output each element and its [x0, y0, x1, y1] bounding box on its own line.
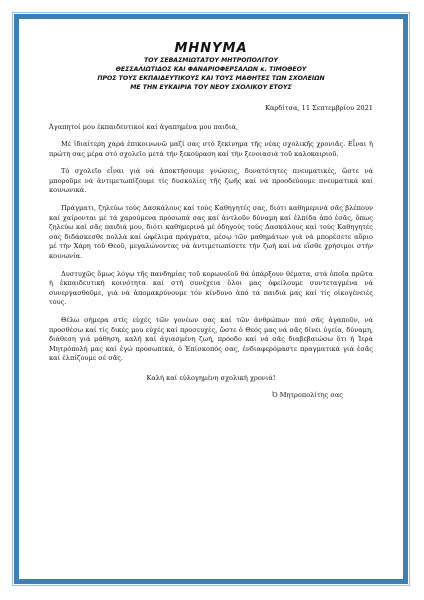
paragraph-3: Πράγματι, ζηλεύω τούς Δασκάλους καί τούς Καθηγητές σας, διότι καθημερινά σᾶς βλέπουν καί χαίρονται μέ τά χαρούμενα πρόσωπά σας καί ἀντλοῦν δύναμη καί ἐλπίδα ἀπό ἐσᾶς, ὅπως ζηλεύω καί σᾶς παιδιά μου, διότι καθημερινά μέ ὁδηγούς τούς Δασκάλους καί τούς Καθηγητές σας διδάσκεσθε πολλά καί ὠφέλιμα πράγματα, μέσῳ τῶν μαθημάτων γιά νά μπορέσετε αὔριο μέ τήν Χάρη τοῦ Θεοῦ, μεγαλώνοντας νά ἀντιμετωπίσετε τήν ζωή καί νά εἴσθε χρήσιμοι στήν κοινωνία.: [49, 203, 373, 260]
header-line-2: ΘΕΣΣΑΛΙΩΤΙΔΟΣ ΚΑΙ ΦΑΝΑΡΙΟΦΕΡΣΑΛΩΝ κ. ΤΙΜΟΘΕΟΥ: [115, 66, 307, 73]
letter-page: [14, 14, 408, 584]
letter-date: Καρδίτσα, 11 Σεπτεμβρίου 2021: [265, 104, 373, 112]
header-line-1: ΤΟΥ ΣΕΒΑΣΜΙΩΤΑΤΟΥ ΜΗΤΡΟΠΟΛΙΤΟΥ: [144, 57, 278, 64]
paragraph-2: Τό σχολεῖο εἶναι γιά νά ἀποκτήσουμε γνώσεις, δυνατότητες πνευματικές, ὥστε νά μποροῦμε νά ἀντιμετωπίζουμε τίς δυσκολίες τῆς ζωῆς καί νά προοδεύουμε πνευματικά καί κοινωνικά.: [49, 167, 373, 195]
document-title: ΜΗΝΥΜΑ: [174, 41, 248, 56]
header-line-4: ΜΕ ΤΗΝ ΕΥΚΑΙΡΙΑ ΤΟΥ ΝΕΟΥ ΣΧΟΛΙΚΟΥ ΕΤΟΥΣ: [130, 84, 292, 91]
closing-line: Καλή καί εὐλογημένη σχολική χρονιά!: [146, 373, 276, 382]
document-header: [49, 56, 373, 92]
signature: Ὁ Μητροπολίτης σας: [271, 390, 343, 399]
paragraph-5: Θέλω σήμερα στίς εὐχές τῶν γονέων σας καί τῶν ἀνθρώπων πού σᾶς ἀγαποῦν, νά προσθέσω καί τίς δικές μου εὐχές καί προσευχές, ὥστε ὁ Θεός μας νά σᾶς δίνει ὑγεία, δύναμη, διάθεση γιά μάθηση, καλή καί ἀγιασμένη ζωή, πρόοδο καί νά σᾶς διαβεβαιώσω ὅτι ἡ Ἱερά Μητρόπολή μας καί ἐγώ προσωπικά, ὁ Ἐπίσκοπός σας, ἐνδιαφερόμαστε πραγματικά γιά ἐσᾶς καί ἐλπίζουμε σέ σᾶς.: [49, 315, 373, 363]
header-line-3: ΠΡΟΣ ΤΟΥΣ ΕΚΠΑΙΔΕΥΤΙΚΟΥΣ ΚΑΙ ΤΟΥΣ ΜΑΘΗΤΕΣ ΤΩΝ ΣΧΟΛΕΙΩΝ: [97, 75, 325, 82]
paragraph-4: Δυστυχῶς ὅμως λόγῳ τῆς πανδημίας τοῦ κορωνοϊοῦ θά ὑπάρξουν θέματα, στά ὁποῖα πρῶτα ἡ ἐκπαιδευτική κοινότητα καί στή συνέχεια ὅλοι μας ὀφείλουμε συντεταγμένα νά συνεργασθοῦμε, γιά νά ἀπομακρύνουμε τόν κίνδυνο ἀπό τά παιδιά μας καί τίς οἰκογένειές τους.: [49, 269, 373, 307]
salutation: Ἀγαπητοί μου ἐκπαιδευτικοί καί ἀγαπημένα μου παιδιά,: [49, 123, 239, 131]
paragraph-1: Μέ ἰδιαίτερη χαρά ἐπικοινωνῶ μαζί σας στό ξεκίνημα τῆς νέας σχολικῆς χρονιᾶς. Εἶναι ἡ πρώτη σας μέρα στό σχολεῖο μετά τήν ξεκούραση καί τήν ξενοιασιά τοῦ καλοκαιριοῦ.: [49, 140, 373, 158]
